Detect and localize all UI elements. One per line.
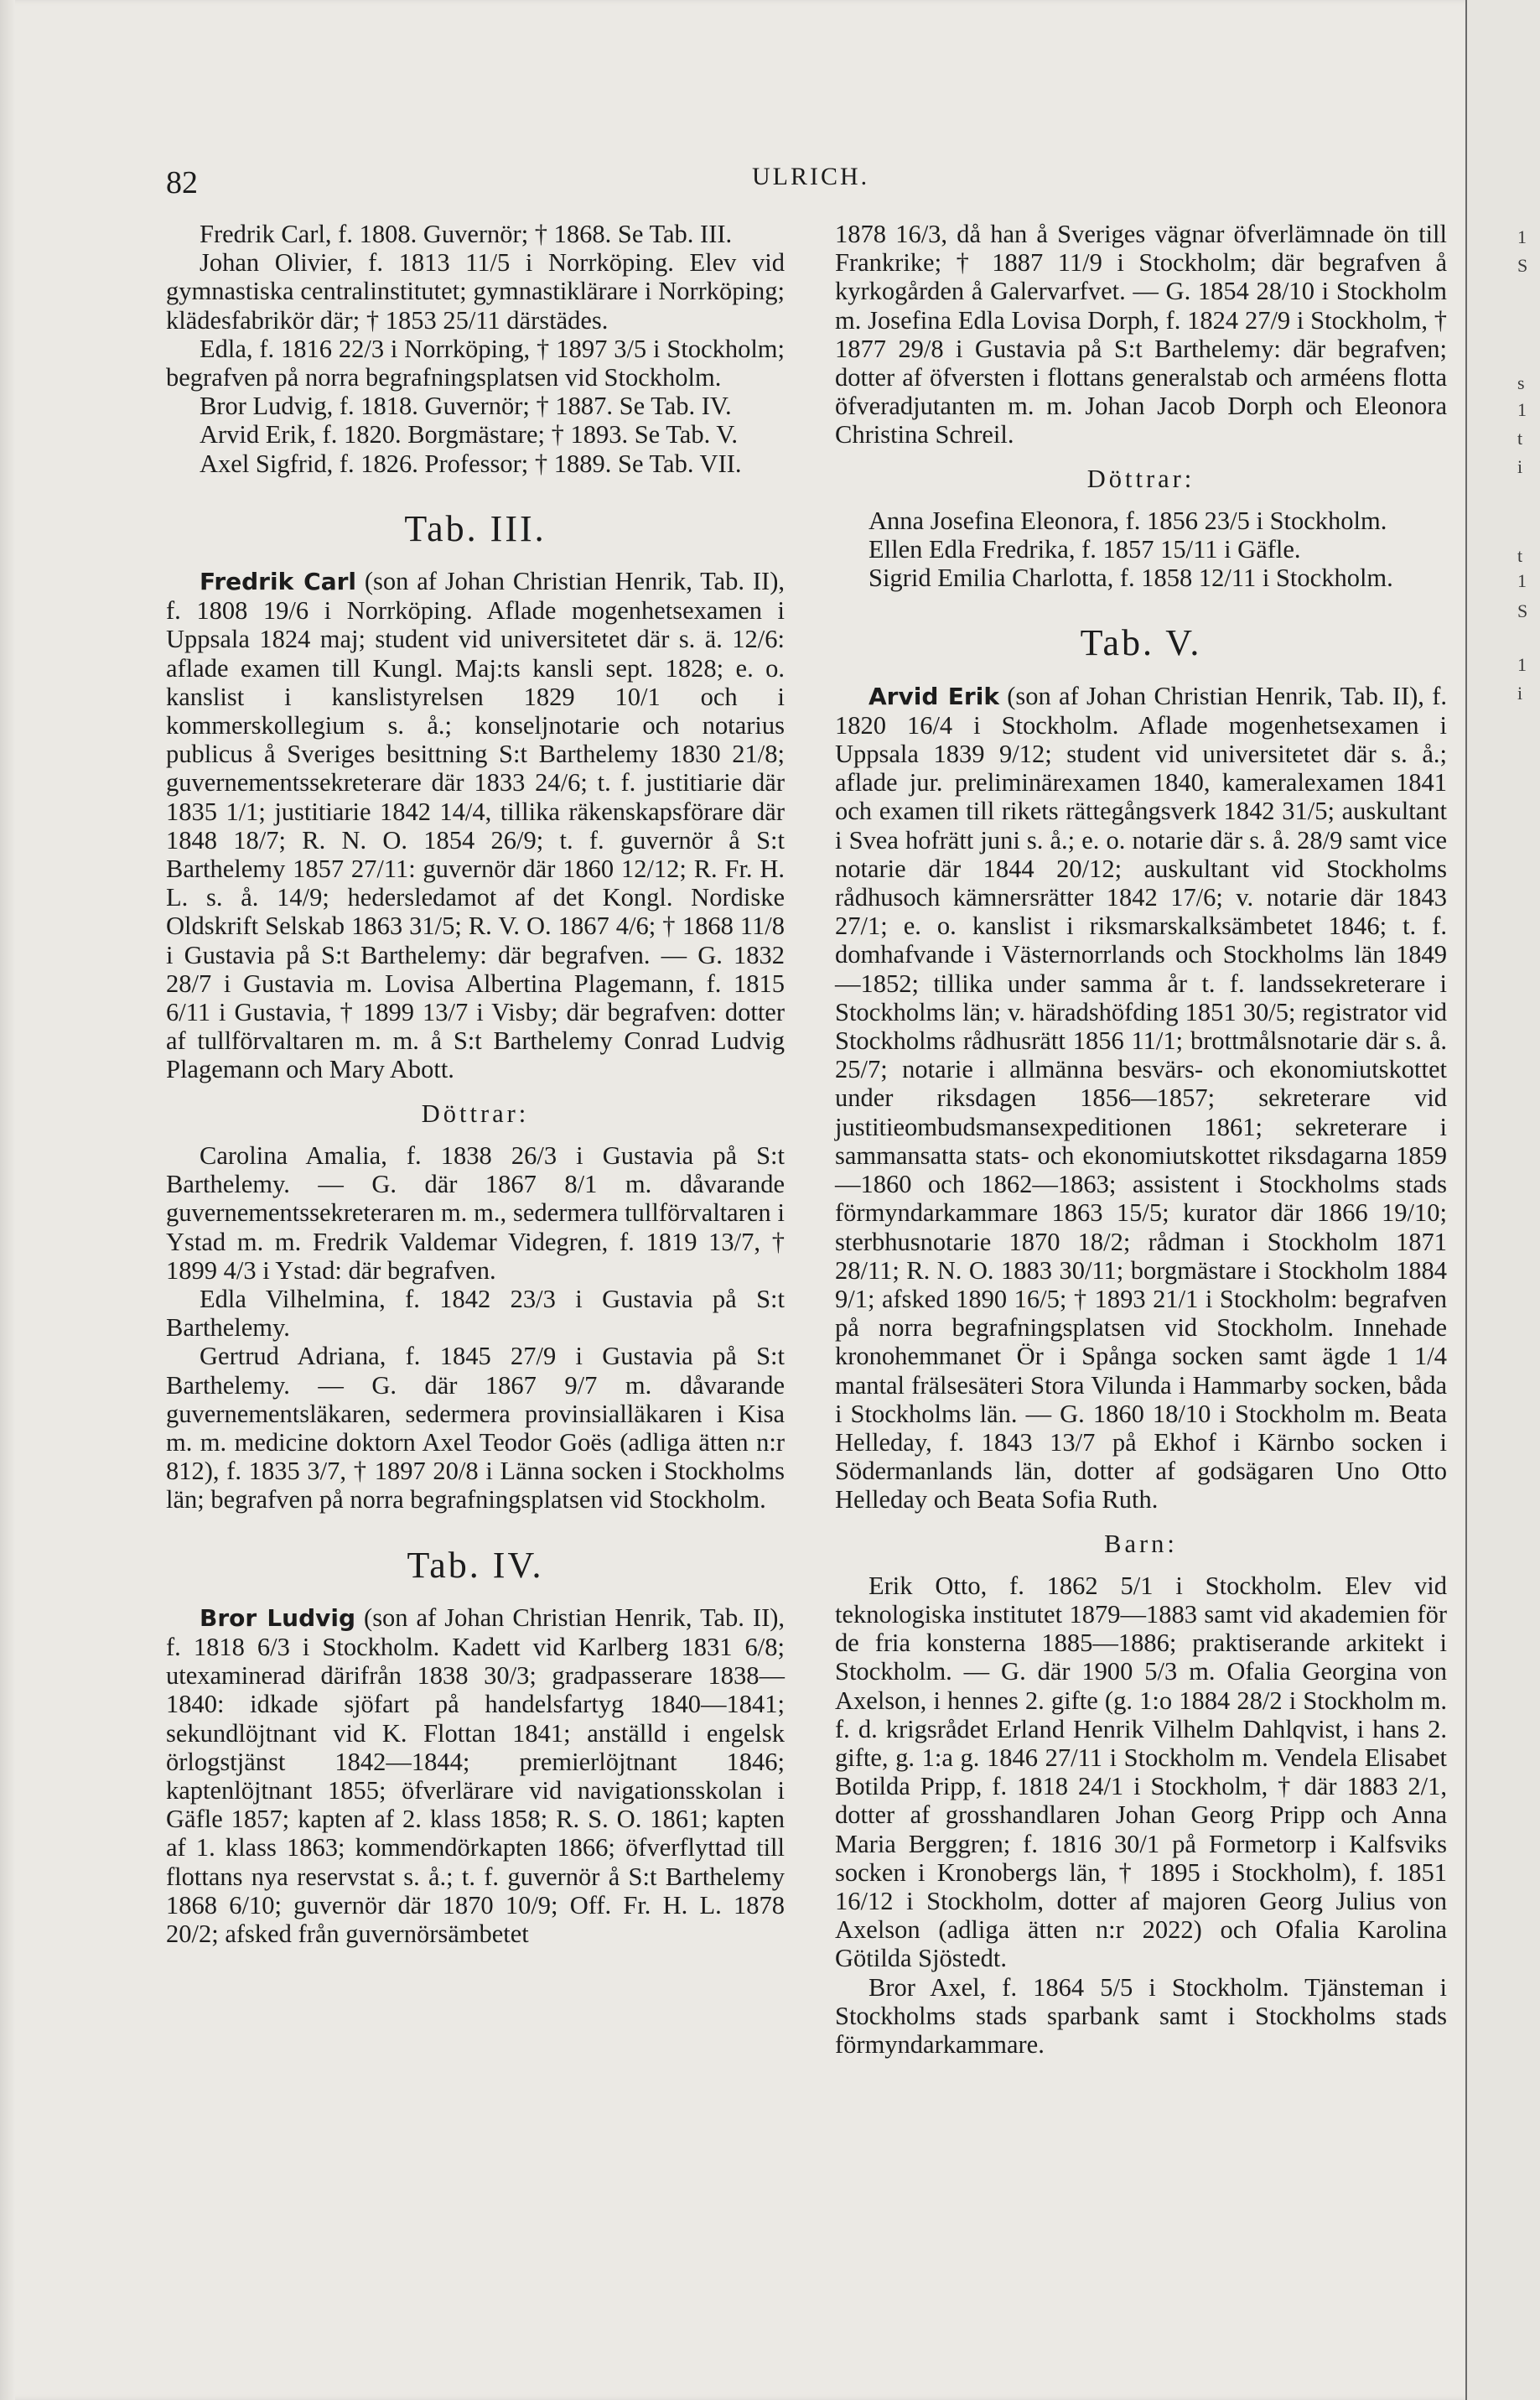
child-entry: Anna Josefina Eleonora, f. 1856 23/5 i Stockholm.	[869, 506, 1387, 535]
section-heading-tab-5: Tab. V.	[1080, 622, 1202, 664]
daughters-heading: Döttrar:	[1086, 464, 1195, 493]
running-head: ULRICH.	[752, 163, 870, 190]
tab-3-entry	[166, 567, 785, 1084]
daughters-heading: Döttrar:	[421, 1099, 530, 1128]
section-heading-tab-3: Tab. III.	[404, 507, 547, 549]
child-entry: Sigrid Emilia Charlotta, f. 1858 12/11 i Stockholm.	[869, 564, 1393, 593]
edge-text: 1	[1517, 570, 1527, 591]
edge-text: 1	[1517, 654, 1527, 675]
entry-body: (son af Johan Christian Henrik, Tab. II), f. 1820 16/4 i Stockholm. Aflade mogenhetsexamen i Uppsala 1839 9/12; student vid universitetet där s. å.; aflade jur. preliminärexamen 1840, kameralexamen 1841 och examen till rikets rättegångsverk 1842 31/5; auskultant i Svea hofrätt juni s. å.; e. o. notarie där s. å. 28/9 samt vice notarie där 1844 20/12; auskultant vid Stockholms rådhusoch kämnersrätter 1842 17/6; v. notarie där 1843 27/1; e. o. kanslist i riksmarskalksämbetet 1846; t. f. domhafvande i Västernorrlands och Stockholms län 1849—1852; tillika under samma år t. f. landssekreterare i Stockholms län; v. häradshöfding 1851 30/5; registrator vid Stockholms rådhusrätt 1856 11/1; brottmålsnotarie där s. å. 25/7; notarie i allmänna besvärs- och ekonomiutskottet under riksdagen 1856—1857; sekreterare vid justitieombudsmansexpeditionen 1861; sekreterare i sammansatta stats- och ekonomiutskottet riksdagarna 1859—1860 och 1862—1863; assistent i Stockholms stads förmyndarkammare 1863 15/5; kurator där 1866 19/10; sterbhusnotarie 1870 18/2; rådman i Stockholm 1871 28/11; R. N. O. 1883 30/11; borgmästare i Stockholm 1884 9/1; afsked 1890 16/5; † 1893 21/1 i Stockholm: begrafven på norra begrafningsplatsen vid Stockholm. Innehade kronohemmanet Ör i Spånga socken samt ägde 1 1/4 mantal frälsesäteri Stora Vilunda i Hammarby socken, båda i Stockholms län. — G. 1860 18/10 i Stockholm m. Beata Helleday, f. 1843 13/7 på Ekhof i Kärnbo socken i Södermanlands län, dotter af godsägaren Uno Otto Helleday och Beata Sofia Ruth.	[835, 681, 1448, 1514]
left-column	[166, 220, 785, 1948]
edge-text: t	[1517, 428, 1523, 449]
intro-entry: Edla, f. 1816 22/3 i Norrköping, † 1897 3/5 i Stockholm; begrafven på norra begrafningsplatsen vid Stockholm.	[166, 334, 785, 392]
tab-4-entry	[166, 1603, 785, 1948]
edge-text: S	[1517, 255, 1528, 276]
intro-entry: Fredrik Carl, f. 1808. Guvernör; † 1868. Se Tab. III.	[200, 220, 733, 248]
child-entry: Gertrud Adriana, f. 1845 27/9 i Gustavia på S:t Barthelemy. — G. där 1867 9/7 m. dåvarande guvernementsläkaren, sedermera provinsialläkaren i Kisa m. m. medicine doktorn Axel Teodor Goës (adliga ätten n:r 812), f. 1835 3/7, † 1897 20/8 i Länna socken i Stockholms län; begrafven på norra begrafningsplatsen vid Stockholm.	[166, 1342, 785, 1514]
edge-text: S	[1517, 600, 1528, 621]
person-name: Arvid Erik	[869, 682, 999, 710]
entry-body: (son af Johan Christian Henrik, Tab. II), f. 1818 6/3 i Stockholm. Kadett vid Karlberg 1831 6/8; utexaminerad därifrån 1838 30/3; gradpasserare 1838—1840: idkade sjöfart på handelsfartyg 1840—1841; sekundlöjtnant vid K. Flottan 1841; anställd i engelsk örlogstjänst 1842—1844; premierlöjtnant 1846; kaptenlöjtnant 1855; öfverlärare vid navigationsskolan i Gäfle 1857; kapten af 2. klass 1858; R. S. O. 1861; kapten af 1. klass 1863; kommendörkapten 1866; öfverflyttad till flottans nya reservstat s. å.; t. f. guvernör å S:t Barthelemy 1868 6/10; guvernör där 1870 10/9; Off. Fr. H. L. 1878 20/2; afsked från guvernörsämbetet	[166, 1603, 786, 1948]
page-fold	[0, 0, 15, 2400]
child-entry: Edla Vilhelmina, f. 1842 23/3 i Gustavia på S:t Barthelemy.	[166, 1284, 785, 1343]
edge-text: 1	[1517, 399, 1527, 420]
entry-body: (son af Johan Christian Henrik, Tab. II), f. 1808 19/6 i Norrköping. Aflade mogenhetsexamen i Uppsala 1824 maj; student vid universitetet där s. ä. 12/6: aflade examen till Kungl. Maj:ts kansli sept. 1828; e. o. kanslist i kanslistyrelsen 1829 10/1 och i kommerskollegium s. å.; konseljnotarie och notarius publicus å Sveriges besittning S:t Barthelemy 1830 21/8; guvernementssekreterare där 1833 24/6; t. f. justitiarie där 1835 1/1; justitiarie 1842 14/4, tillika räkenskapsförare där 1848 18/7; R. N. O. 1854 26/9; t. f. guvernör å S:t Barthelemy 1857 27/11: guvernör där 1860 12/12; R. Fr. H. L. s. å. 14/9; hedersledamot af det Kongl. Nordiske Oldskrift Selskab 1863 31/5; R. V. O. 1867 4/6; † 1868 11/8 i Gustavia på S:t Barthelemy: där begrafven. — G. 1832 28/7 i Gustavia m. Lovisa Albertina Plagemann, f. 1815 6/11 i Gustavia, † 1899 13/7 i Visby; där begrafven: dotter af tullförvaltaren m. m. å S:t Barthelemy Conrad Ludvig Plagemann och Mary Abott.	[166, 567, 785, 1084]
edge-text: i	[1517, 683, 1523, 704]
right-column	[835, 220, 1447, 2059]
child-entry: Carolina Amalia, f. 1838 26/3 i Gustavia på S:t Barthelemy. — G. där 1867 8/1 m. dåvarande guvernementssekreteraren m. m., sedermera tullförvaltaren i Ystad m. m. Fredrik Valdemar Videgren, f. 1819 13/7, † 1899 4/3 i Ystad: där begrafven.	[166, 1140, 785, 1285]
next-page-edge	[1465, 0, 1540, 2400]
tab-5-entry	[835, 682, 1447, 1514]
child-entry: Ellen Edla Fredrika, f. 1857 15/11 i Gäfle.	[869, 535, 1301, 564]
intro-entry: Axel Sigfrid, f. 1826. Professor; † 1889. Se Tab. VII.	[200, 449, 742, 478]
tab-4-continued: 1878 16/3, då han å Sveriges vägnar öfverlämnade ön till Frankrike; † 1887 11/9 i Stockholm; där begrafven å kyrkogården å Galervarfvet. — G. 1854 28/10 i Stockholm m. Josefina Edla Lovisa Dorph, f. 1824 27/9 i Stockholm, † 1877 29/8 i Gustavia på S:t Barthelemy: där begrafven; dotter af öfversten i flottans generalstab och arméens flotta öfveradjutanten m. m. Johan Jacob Dorph och Eleonora Christina Schreil.	[835, 220, 1447, 449]
person-name: Bror Ludvig	[200, 1603, 356, 1632]
child-entry: Erik Otto, f. 1862 5/1 i Stockholm. Elev vid teknologiska institutet 1879—1883 samt vid akademien för de fria konsterna 1885—1886; praktiserande arkitekt i Stockholm. — G. där 1900 5/3 m. Ofalia Georgina von Axelson, i hennes 2. gifte (g. 1:o 1884 28/2 i Stockholm m. f. d. krigsrådet Erland Henrik Vilhelm Dahlqvist, i hans 2. gifte, g. 1:a g. 1846 27/11 i Stockholm m. Vendela Elisabet Botilda Pripp, f. 1818 24/1 i Stockholm, † där 1883 2/1, dotter af grosshandlaren Johan Georg Pripp och Anna Maria Berggren; f. 1816 30/1 på Formetorp i Kalfsviks socken i Kronobergs län, † 1895 i Stockholm), f. 1851 16/12 i Stockholm, dotter af majoren Georg Julius von Axelson (adliga ätten n:r 2022) och Ofalia Karolina Götilda Sjöstedt.	[835, 1571, 1447, 1973]
section-heading-tab-4: Tab. IV.	[407, 1544, 544, 1586]
intro-entry: Arvid Erik, f. 1820. Borgmästare; † 1893. Se Tab. V.	[200, 420, 738, 449]
page-number: 82	[166, 165, 198, 200]
children-heading: Barn:	[1104, 1529, 1178, 1558]
edge-text: 1	[1517, 226, 1527, 247]
intro-entry: Johan Olivier, f. 1813 11/5 i Norrköping. Elev vid gymnastiska centralinstitutet; gymnastiklärare i Norrköping; klädesfabrikör där; † 1853 25/11 därstädes.	[166, 248, 785, 335]
child-entry: Bror Axel, f. 1864 5/5 i Stockholm. Tjänsteman i Stockholms stads sparbank samt i Stockholms stads förmyndarkammare.	[835, 1972, 1447, 2059]
person-name: Fredrik Carl	[200, 568, 357, 596]
intro-entry: Bror Ludvig, f. 1818. Guvernör; † 1887. Se Tab. IV.	[200, 392, 732, 421]
edge-text: i	[1517, 456, 1523, 477]
edge-text: t	[1517, 545, 1523, 566]
edge-text: s	[1517, 372, 1525, 393]
